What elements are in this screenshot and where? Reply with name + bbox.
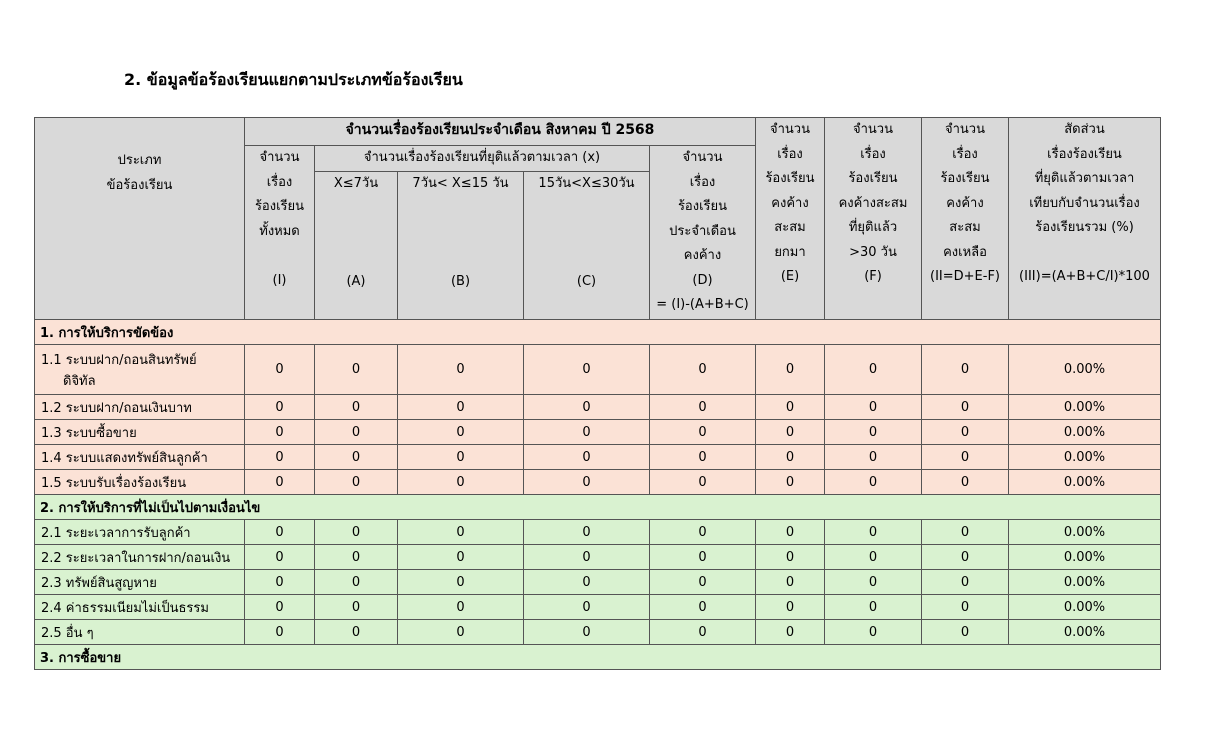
header-line: คงค้างสะสม: [838, 195, 908, 211]
value-cell: 0: [398, 570, 524, 595]
value-cell: 0: [650, 620, 756, 645]
value-cell: 0: [398, 470, 524, 495]
header-line: เทียบกับจำนวนเรื่อง: [1029, 195, 1140, 211]
header-line: (III)=(A+B+C/I)*100: [1019, 269, 1150, 284]
header-line: จำนวน: [945, 122, 985, 137]
value-cell: 0: [245, 445, 315, 470]
header-line: (C): [576, 274, 597, 289]
value-cell: 0: [825, 395, 922, 420]
value-cell: 0: [524, 595, 650, 620]
table-row: [35, 595, 1161, 620]
header-line: [315, 246, 397, 271]
header-line: จำนวน: [682, 150, 723, 165]
header-line: [1009, 241, 1160, 266]
row-label-line: 1.4 ระบบแสดงทรัพย์สินลูกค้า: [41, 450, 208, 466]
value-cell: 0.00%: [1009, 620, 1161, 645]
value-cell: 0: [756, 595, 825, 620]
category-row: [35, 645, 1161, 670]
value-cell: 0.00%: [1009, 520, 1161, 545]
value-cell: 0: [756, 620, 825, 645]
col-iii-header: [1009, 118, 1161, 320]
header-line: [524, 221, 649, 246]
row-label: [35, 570, 245, 595]
value-cell: 0: [922, 570, 1009, 595]
value-cell: 0: [524, 520, 650, 545]
value-cell: 0: [922, 420, 1009, 445]
value-cell: 0: [825, 545, 922, 570]
row-label: [35, 445, 245, 470]
header-line: (F): [864, 269, 882, 284]
value-cell: 0: [245, 420, 315, 445]
value-cell: 0: [245, 395, 315, 420]
row-label: [35, 620, 245, 645]
header-line: ร้องเรียนรวม (%): [1035, 220, 1134, 235]
resolved-header: จำนวนเรื่องร้องเรียนที่ยุติแล้วตามเวลา (x): [315, 146, 650, 172]
value-cell: 0: [825, 420, 922, 445]
value-cell: 0: [315, 520, 398, 545]
value-cell: 0: [825, 570, 922, 595]
value-cell: 0: [245, 520, 315, 545]
value-cell: 0: [315, 470, 398, 495]
value-cell: 0: [825, 445, 922, 470]
header-line: ร้องเรียน: [765, 171, 815, 186]
header-line: ที่ยุติแล้วตามเวลา: [1034, 171, 1135, 186]
value-cell: 0: [245, 595, 315, 620]
value-cell: 0: [524, 620, 650, 645]
header-line: คงค้าง: [946, 195, 984, 211]
col-ii-header: [922, 118, 1009, 320]
value-cell: 0: [756, 395, 825, 420]
header-line: เรื่อง: [266, 174, 293, 190]
value-cell: 0: [922, 620, 1009, 645]
value-cell: 0: [245, 545, 315, 570]
value-cell: 0: [524, 345, 650, 395]
value-cell: 0: [245, 620, 315, 645]
value-cell: 0: [398, 595, 524, 620]
value-cell: 0: [650, 395, 756, 420]
value-cell: 0: [650, 545, 756, 570]
value-cell: 0: [650, 595, 756, 620]
value-cell: 0: [922, 545, 1009, 570]
value-cell: 0: [315, 445, 398, 470]
table-row: [35, 395, 1161, 420]
category-row: [35, 320, 1161, 345]
row-label-line: 2.2 ระยะเวลาในการฝาก/ถอนเงิน: [41, 550, 231, 566]
header-line: จำนวน: [259, 150, 300, 165]
row-label: [35, 420, 245, 445]
row-label-line: 1.3 ระบบซื้อขาย: [41, 425, 137, 441]
total-header: [245, 146, 315, 320]
value-cell: 0: [825, 520, 922, 545]
value-cell: 0: [756, 445, 825, 470]
value-cell: 0.00%: [1009, 545, 1161, 570]
value-cell: 0.00%: [1009, 470, 1161, 495]
table-header: [35, 118, 1161, 320]
header-line: (E): [780, 269, 800, 284]
table-body: [35, 320, 1161, 670]
table-row: [35, 470, 1161, 495]
header-line: คงเหลือ: [943, 244, 987, 260]
value-cell: 0: [524, 445, 650, 470]
header-line: ร้องเรียน: [848, 171, 898, 186]
table-row: [35, 545, 1161, 570]
row-label-line: 2.1 ระยะเวลาการรับลูกค้า: [41, 525, 191, 541]
value-cell: 0.00%: [1009, 395, 1161, 420]
value-cell: 0: [825, 470, 922, 495]
value-cell: 0: [756, 520, 825, 545]
value-cell: 0: [398, 620, 524, 645]
table-row: [35, 345, 1161, 395]
row-label: [35, 395, 245, 420]
value-cell: 0: [922, 470, 1009, 495]
row-label: [35, 520, 245, 545]
group-header: จำนวนเรื่องร้องเรียนประจำเดือน สิงหาคม ปี 2568: [245, 118, 756, 146]
table-row: [35, 420, 1161, 445]
header-line: (D): [692, 272, 713, 288]
value-cell: 0: [756, 420, 825, 445]
row-label-line: 1.2 ระบบฝาก/ถอนเงินบาท: [41, 400, 192, 416]
value-cell: 0.00%: [1009, 420, 1161, 445]
header-line: คงค้าง: [683, 248, 722, 263]
section-title: 2. ข้อมูลข้อร้องเรียนแยกตามประเภทข้อร้องเรียน: [124, 70, 463, 89]
value-cell: 0: [398, 420, 524, 445]
value-cell: 0.00%: [1009, 570, 1161, 595]
value-cell: 0: [922, 595, 1009, 620]
header-line: [315, 221, 397, 246]
header-line: (A): [346, 274, 366, 289]
header-line: [524, 197, 649, 222]
value-cell: 0: [524, 545, 650, 570]
header-line: เรื่อง: [860, 146, 886, 162]
value-cell: 0: [315, 620, 398, 645]
header-line: ร้องเรียน: [254, 199, 305, 214]
value-cell: 0: [315, 395, 398, 420]
value-cell: 0: [315, 595, 398, 620]
category-title: 1. การให้บริการขัดข้อง: [35, 320, 1161, 345]
col-e-header: [756, 118, 825, 320]
header-line: X≤7วัน: [333, 176, 379, 191]
value-cell: 0: [922, 445, 1009, 470]
header-line: ร้องเรียน: [940, 171, 990, 186]
complaints-table: [34, 117, 1161, 670]
value-cell: 0: [398, 345, 524, 395]
table-row: [35, 520, 1161, 545]
value-cell: 0.00%: [1009, 595, 1161, 620]
value-cell: 0: [650, 470, 756, 495]
row-label: [35, 470, 245, 495]
header-line: คงค้าง: [771, 195, 809, 211]
header-line: [315, 197, 397, 222]
value-cell: 0: [315, 420, 398, 445]
value-cell: 0: [524, 395, 650, 420]
header-line: (II=D+E-F): [930, 269, 1000, 284]
header-line: จำนวน: [853, 122, 893, 137]
value-cell: 0.00%: [1009, 345, 1161, 395]
value-cell: 0: [398, 395, 524, 420]
value-cell: 0: [922, 345, 1009, 395]
header-line: [524, 246, 649, 271]
value-cell: 0: [524, 570, 650, 595]
category-title: 2. การให้บริการที่ไม่เป็นไปตามเงื่อนไข: [35, 495, 1161, 520]
header-line: สะสม: [774, 220, 806, 235]
value-cell: 0: [650, 345, 756, 395]
value-cell: 0: [398, 545, 524, 570]
value-cell: 0: [245, 470, 315, 495]
row-label: [35, 595, 245, 620]
value-cell: 0: [315, 570, 398, 595]
row-label-line: 2.5 อื่น ๆ: [41, 625, 94, 641]
header-line: ประจำเดือน: [669, 223, 736, 239]
header-line: ทั้งหมด: [259, 223, 300, 239]
value-cell: 0: [524, 420, 650, 445]
row-label-line: ดิจิทัล: [63, 373, 96, 389]
value-cell: 0: [650, 520, 756, 545]
value-cell: 0: [245, 345, 315, 395]
row-label: [35, 545, 245, 570]
category-title: 3. การซื้อขาย: [35, 645, 1161, 670]
value-cell: 0: [650, 420, 756, 445]
col-c-header: [524, 172, 650, 320]
header-line: 15วัน<X≤30วัน: [538, 176, 635, 191]
header-line: เรื่อง: [952, 146, 978, 162]
header-line: (B): [450, 274, 471, 289]
header-line: เรื่อง: [777, 146, 803, 162]
category-row: [35, 495, 1161, 520]
value-cell: 0: [315, 545, 398, 570]
value-cell: 0: [398, 445, 524, 470]
row-label: [35, 345, 245, 395]
value-cell: 0: [756, 545, 825, 570]
table-row: [35, 445, 1161, 470]
header-line: = (I)-(A+B+C): [656, 297, 749, 312]
value-cell: 0: [922, 520, 1009, 545]
type-header: ประเภท ข้อร้องเรียน: [35, 118, 245, 320]
col-f-header: [825, 118, 922, 320]
value-cell: 0: [756, 570, 825, 595]
header-line: สะสม: [949, 220, 981, 235]
value-cell: 0: [756, 470, 825, 495]
value-cell: 0: [825, 345, 922, 395]
col-a-header: [315, 172, 398, 320]
table-row: [35, 620, 1161, 645]
header-line: เรื่องร้องเรียน: [1047, 146, 1122, 162]
col-d-header: [650, 146, 756, 320]
value-cell: 0: [398, 520, 524, 545]
row-label-line: 1.5 ระบบรับเรื่องร้องเรียน: [41, 475, 187, 491]
header-line: [398, 246, 523, 271]
header-line: ที่ยุติแล้ว: [848, 220, 898, 235]
row-label-line: 1.1 ระบบฝาก/ถอนสินทรัพย์: [41, 352, 197, 368]
value-cell: 0.00%: [1009, 445, 1161, 470]
header-line: จำนวน: [770, 122, 810, 137]
value-cell: 0: [756, 345, 825, 395]
header-line: >30 วัน: [849, 244, 897, 260]
row-label-line: 2.4 ค่าธรรมเนียมไม่เป็นธรรม: [41, 600, 209, 616]
header-line: [245, 244, 314, 269]
value-cell: 0: [825, 620, 922, 645]
value-cell: 0: [825, 595, 922, 620]
value-cell: 0: [650, 445, 756, 470]
header-line: เรื่อง: [689, 174, 716, 190]
value-cell: 0: [315, 345, 398, 395]
row-label-line: 2.3 ทรัพย์สินสูญหาย: [41, 575, 157, 591]
header-line: (I): [272, 272, 287, 288]
header-line: [398, 197, 523, 222]
value-cell: 0: [245, 570, 315, 595]
col-b-header: [398, 172, 524, 320]
table-row: [35, 570, 1161, 595]
value-cell: 0: [524, 470, 650, 495]
header-line: [398, 221, 523, 246]
header-line: สัดส่วน: [1064, 122, 1105, 137]
header-line: ยกมา: [774, 244, 806, 260]
value-cell: 0: [922, 395, 1009, 420]
header-line: ร้องเรียน: [677, 199, 728, 214]
header-line: 7วัน< X≤15 วัน: [412, 176, 509, 191]
value-cell: 0: [650, 570, 756, 595]
